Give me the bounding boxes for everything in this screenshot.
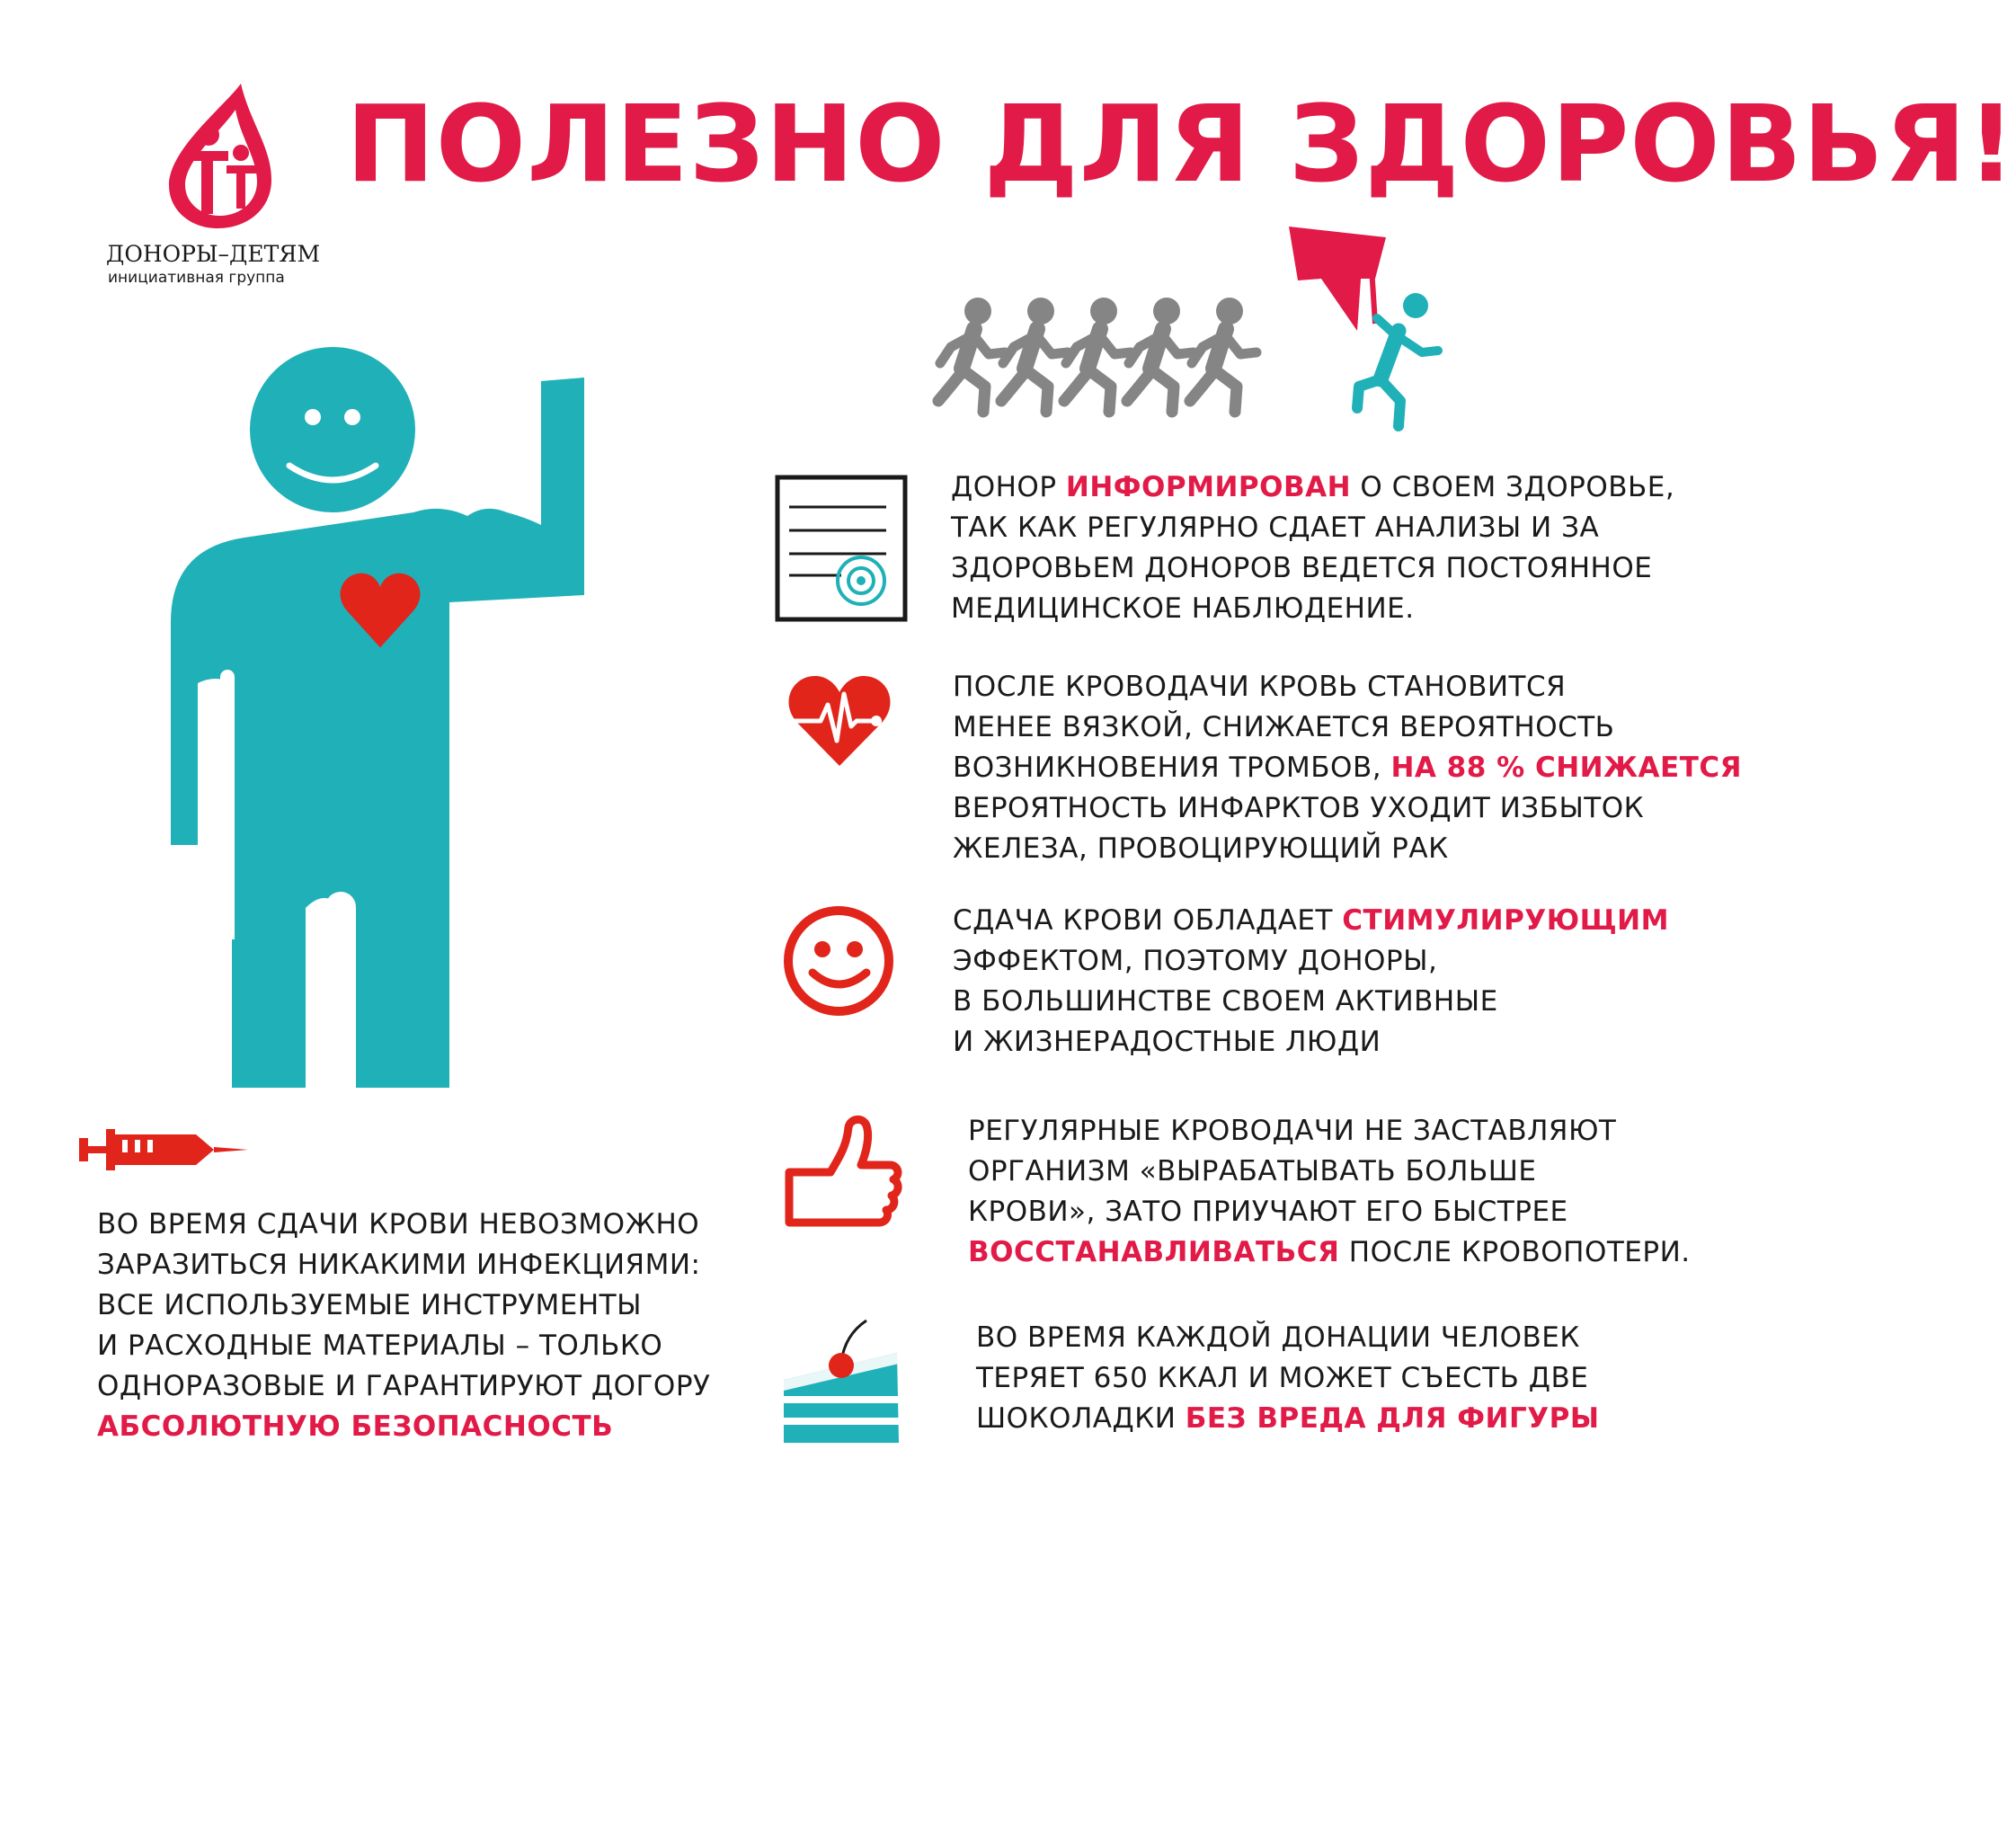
fact-blood [953,667,1742,869]
text-part: ПОСЛЕ КРОВОПОТЕРИ. [1339,1236,1691,1268]
highlight: СТИМУЛИРУЮЩИМ [1342,904,1669,937]
fact-line: МЕДИЦИНСКОЕ НАБЛЮДЕНИЕ. [951,592,1415,625]
text-part: ДОНОР [951,471,1066,503]
heart-icon [337,568,423,654]
text-part: О СВОЕМ ЗДОРОВЬЕ, [1351,471,1675,503]
fact-line: ЖЕЛЕЗА, ПРОВОЦИРУЮЩИЙ РАК [953,832,1449,865]
text-part: ВОЗНИКНОВЕНИЯ ТРОМБОВ, [953,752,1391,784]
fact-line [976,1399,1600,1439]
highlight: ИНФОРМИРОВАН [1065,471,1352,503]
fact-line: РЕГУЛЯРНЫЕ КРОВОДАЧИ НЕ ЗАСТАВЛЯЮТ [968,1115,1617,1147]
syringe-icon [79,1122,250,1178]
fact-line: ТЕРЯЕТ 650 ККАЛ И МОЖЕТ СЪЕСТЬ ДВЕ [976,1362,1589,1394]
fact-line [953,901,1669,941]
highlight: БЕЗ ВРЕДА ДЛЯ ФИГУРЫ [1185,1402,1600,1435]
fact-line: ОРГАНИЗМ «ВЫРАБАТЫВАТЬ БОЛЬШЕ [968,1155,1537,1187]
heartbeat-icon [786,672,893,769]
fact-line [953,748,1742,788]
document-icon [775,475,908,622]
fact-line [951,467,1674,508]
fact-line: ЗДОРОВЬЕМ ДОНОРОВ ВЕДЕТСЯ ПОСТОЯННОЕ [951,552,1653,584]
runners-icon [926,288,1285,422]
fact-line: И ЖИЗНЕРАДОСТНЫЕ ЛЮДИ [953,1026,1381,1058]
fact-line: КРОВИ», ЗАТО ПРИУЧАЮТ ЕГО БЫСТРЕЕ [968,1196,1568,1228]
logo-name: ДОНОРЫ–ДЕТЯМ [106,241,321,267]
fact-line: ЭФФЕКТОМ, ПОЭТОМУ ДОНОРЫ, [953,945,1438,977]
fact-recovery [968,1111,1691,1273]
fact-line: ТАК КАК РЕГУЛЯРНО СДАЕТ АНАЛИЗЫ И ЗА [951,511,1600,544]
fact-mood [953,901,1669,1063]
arm-gap [220,670,235,939]
thumbs-up-icon [782,1115,902,1226]
fact-line: ОДНОРАЗОВЫЕ И ГАРАНТИРУЮТ ДОГОРУ [97,1370,711,1402]
fact-line: И РАСХОДНЫЕ МАТЕРИАЛЫ – ТОЛЬКО [97,1330,663,1362]
logo-subtitle: инициативная группа [108,269,285,287]
fact-line: ВЕРОЯТНОСТЬ ИНФАРКТОВ УХОДИТ ИЗБЫТОК [953,792,1645,824]
fact-line: ВО ВРЕМЯ СДАЧИ КРОВИ НЕВОЗМОЖНО [97,1208,700,1241]
donor-logo-icon [162,79,279,232]
highlight: ВОССТАНАВЛИВАТЬСЯ [968,1236,1340,1268]
smiley-icon [782,904,895,1018]
cake-icon [780,1317,906,1452]
fact-line [968,1232,1691,1273]
flag-leader-icon [1285,225,1447,431]
text-part: ШОКОЛАДКИ [976,1402,1186,1435]
fact-calories [976,1318,1600,1439]
text-part: СДАЧА КРОВИ ОБЛАДАЕТ [953,904,1343,937]
fact-line: ВО ВРЕМЯ КАЖДОЙ ДОНАЦИИ ЧЕЛОВЕК [976,1321,1580,1354]
fact-line: В БОЛЬШИНСТВЕ СВОЕМ АКТИВНЫЕ [953,985,1498,1018]
fact-safety [97,1205,710,1447]
fact-informed [951,467,1674,629]
fact-line: ПОСЛЕ КРОВОДАЧИ КРОВЬ СТАНОВИТСЯ [953,671,1567,703]
leg-gap [325,892,356,1089]
teal-person-icon [171,360,602,1088]
fact-line: МЕНЕЕ ВЯЗКОЙ, СНИЖАЕТСЯ ВЕРОЯТНОСТЬ [953,711,1615,743]
fact-line-highlight: АБСОЛЮТНУЮ БЕЗОПАСНОСТЬ [97,1410,614,1443]
page-title: ПОЛЕЗНО ДЛЯ ЗДОРОВЬЯ! [346,82,2016,206]
highlight: НА 88 % СНИЖАЕТСЯ [1390,752,1742,784]
fact-line: ЗАРАЗИТЬСЯ НИКАКИМИ ИНФЕКЦИЯМИ: [97,1249,701,1281]
fact-line: ВСЕ ИСПОЛЬЗУЕМЫЕ ИНСТРУМЕНТЫ [97,1289,642,1321]
